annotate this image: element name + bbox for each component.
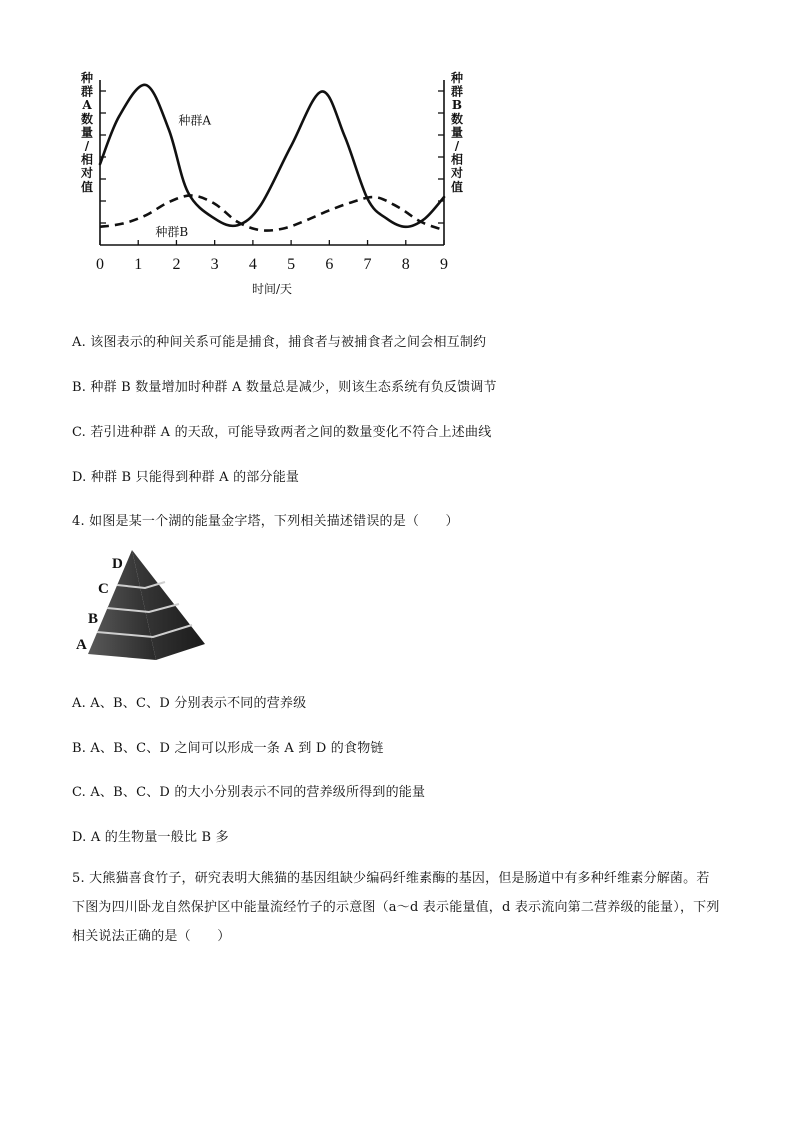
y-label-char: 群 [80,84,94,99]
q3-option-a: A. 该图表示的种间关系可能是捕食，捕食者与被捕食者之间会相互制约 [72,335,487,350]
x-tick-label: 0 [96,256,104,273]
y-label-char: 种 [450,71,464,85]
q3-option-c: C. 若引进种群 A 的天敌，可能导致两者之间的数量变化不符合上述曲线 [72,425,492,440]
y-label-char: 数 [450,111,464,126]
x-tick-label: 3 [210,256,219,273]
y-label-char: 量 [450,125,464,140]
y-label-char: 值 [80,179,94,194]
y-label-char: 对 [450,166,464,181]
q4-option-c: C. A、B、C、D 的大小分别表示不同的营养级所得到的能量 [72,785,426,800]
y-label-char: 值 [450,179,464,194]
q5-stem: 5. 大熊猫喜食竹子，研究表明大熊猫的基因组缺少编码纤维素酶的基因，但是肠道中有多种纤维素分解菌。若下图为四川卧龙自然保护区中能量流经竹子的示意图（a～d 表示能量值，d 表示流向第二营养级的能量），下列相关说法正确的是（ ） [72,871,720,944]
x-tick-label: 5 [287,256,296,273]
pyramid-label-c: C [98,581,109,597]
y-axis-label-right [450,70,463,194]
y-label-char: 种 [80,71,94,85]
y-label-char: 对 [80,166,94,181]
energy-pyramid [70,548,215,663]
x-axis-label: 时间/天 [251,282,293,296]
q3-option-b: B. 种群 B 数量增加时种群 A 数量总是减少，则该生态系统有负反馈调节 [72,380,497,395]
chart-series [100,85,444,231]
q4-option-d: D. A 的生物量一般比 B 多 [72,830,229,845]
q4-option-a: A. A、B、C、D 分别表示不同的营养级 [72,696,307,711]
y-label-char: 群 [450,84,464,99]
y-label-char: 数 [80,111,94,126]
series-line-population-b [100,195,444,230]
x-tick-label: 2 [172,256,181,273]
y-label-char: / [454,139,460,153]
pyramid-label-d: D [112,556,123,572]
q4-option-b: B. A、B、C、D 之间可以形成一条 A 到 D 的食物链 [72,741,384,756]
y-label-char: / [84,139,90,153]
series-label-b: 种群B [155,224,189,239]
x-tick-label: 4 [248,256,257,273]
x-tick-label: 9 [440,256,448,273]
x-tick-label: 7 [363,256,372,273]
y-label-char: B [451,98,463,113]
y-label-char: 量 [80,125,94,140]
y-label-char: A [82,98,92,113]
pyramid-label-b: B [88,611,99,627]
series-line-population-a [100,85,444,227]
y-label-char: 相 [450,152,464,167]
x-tick-label: 1 [134,256,143,273]
pyramid-label-a: A [76,637,87,653]
q3-option-d: D. 种群 B 只能得到种群 A 的部分能量 [72,470,300,485]
x-tick-label: 6 [325,256,334,273]
x-tick-label: 8 [401,256,410,273]
y-axis-label-left [80,70,93,194]
y-label-char: 相 [80,152,94,167]
population-chart [70,70,470,310]
chart-axes [100,80,444,245]
series-label-a: 种群A [178,113,212,128]
q4-stem: 4. 如图是某一个湖的能量金字塔，下列相关描述错误的是（ ） [72,514,459,529]
